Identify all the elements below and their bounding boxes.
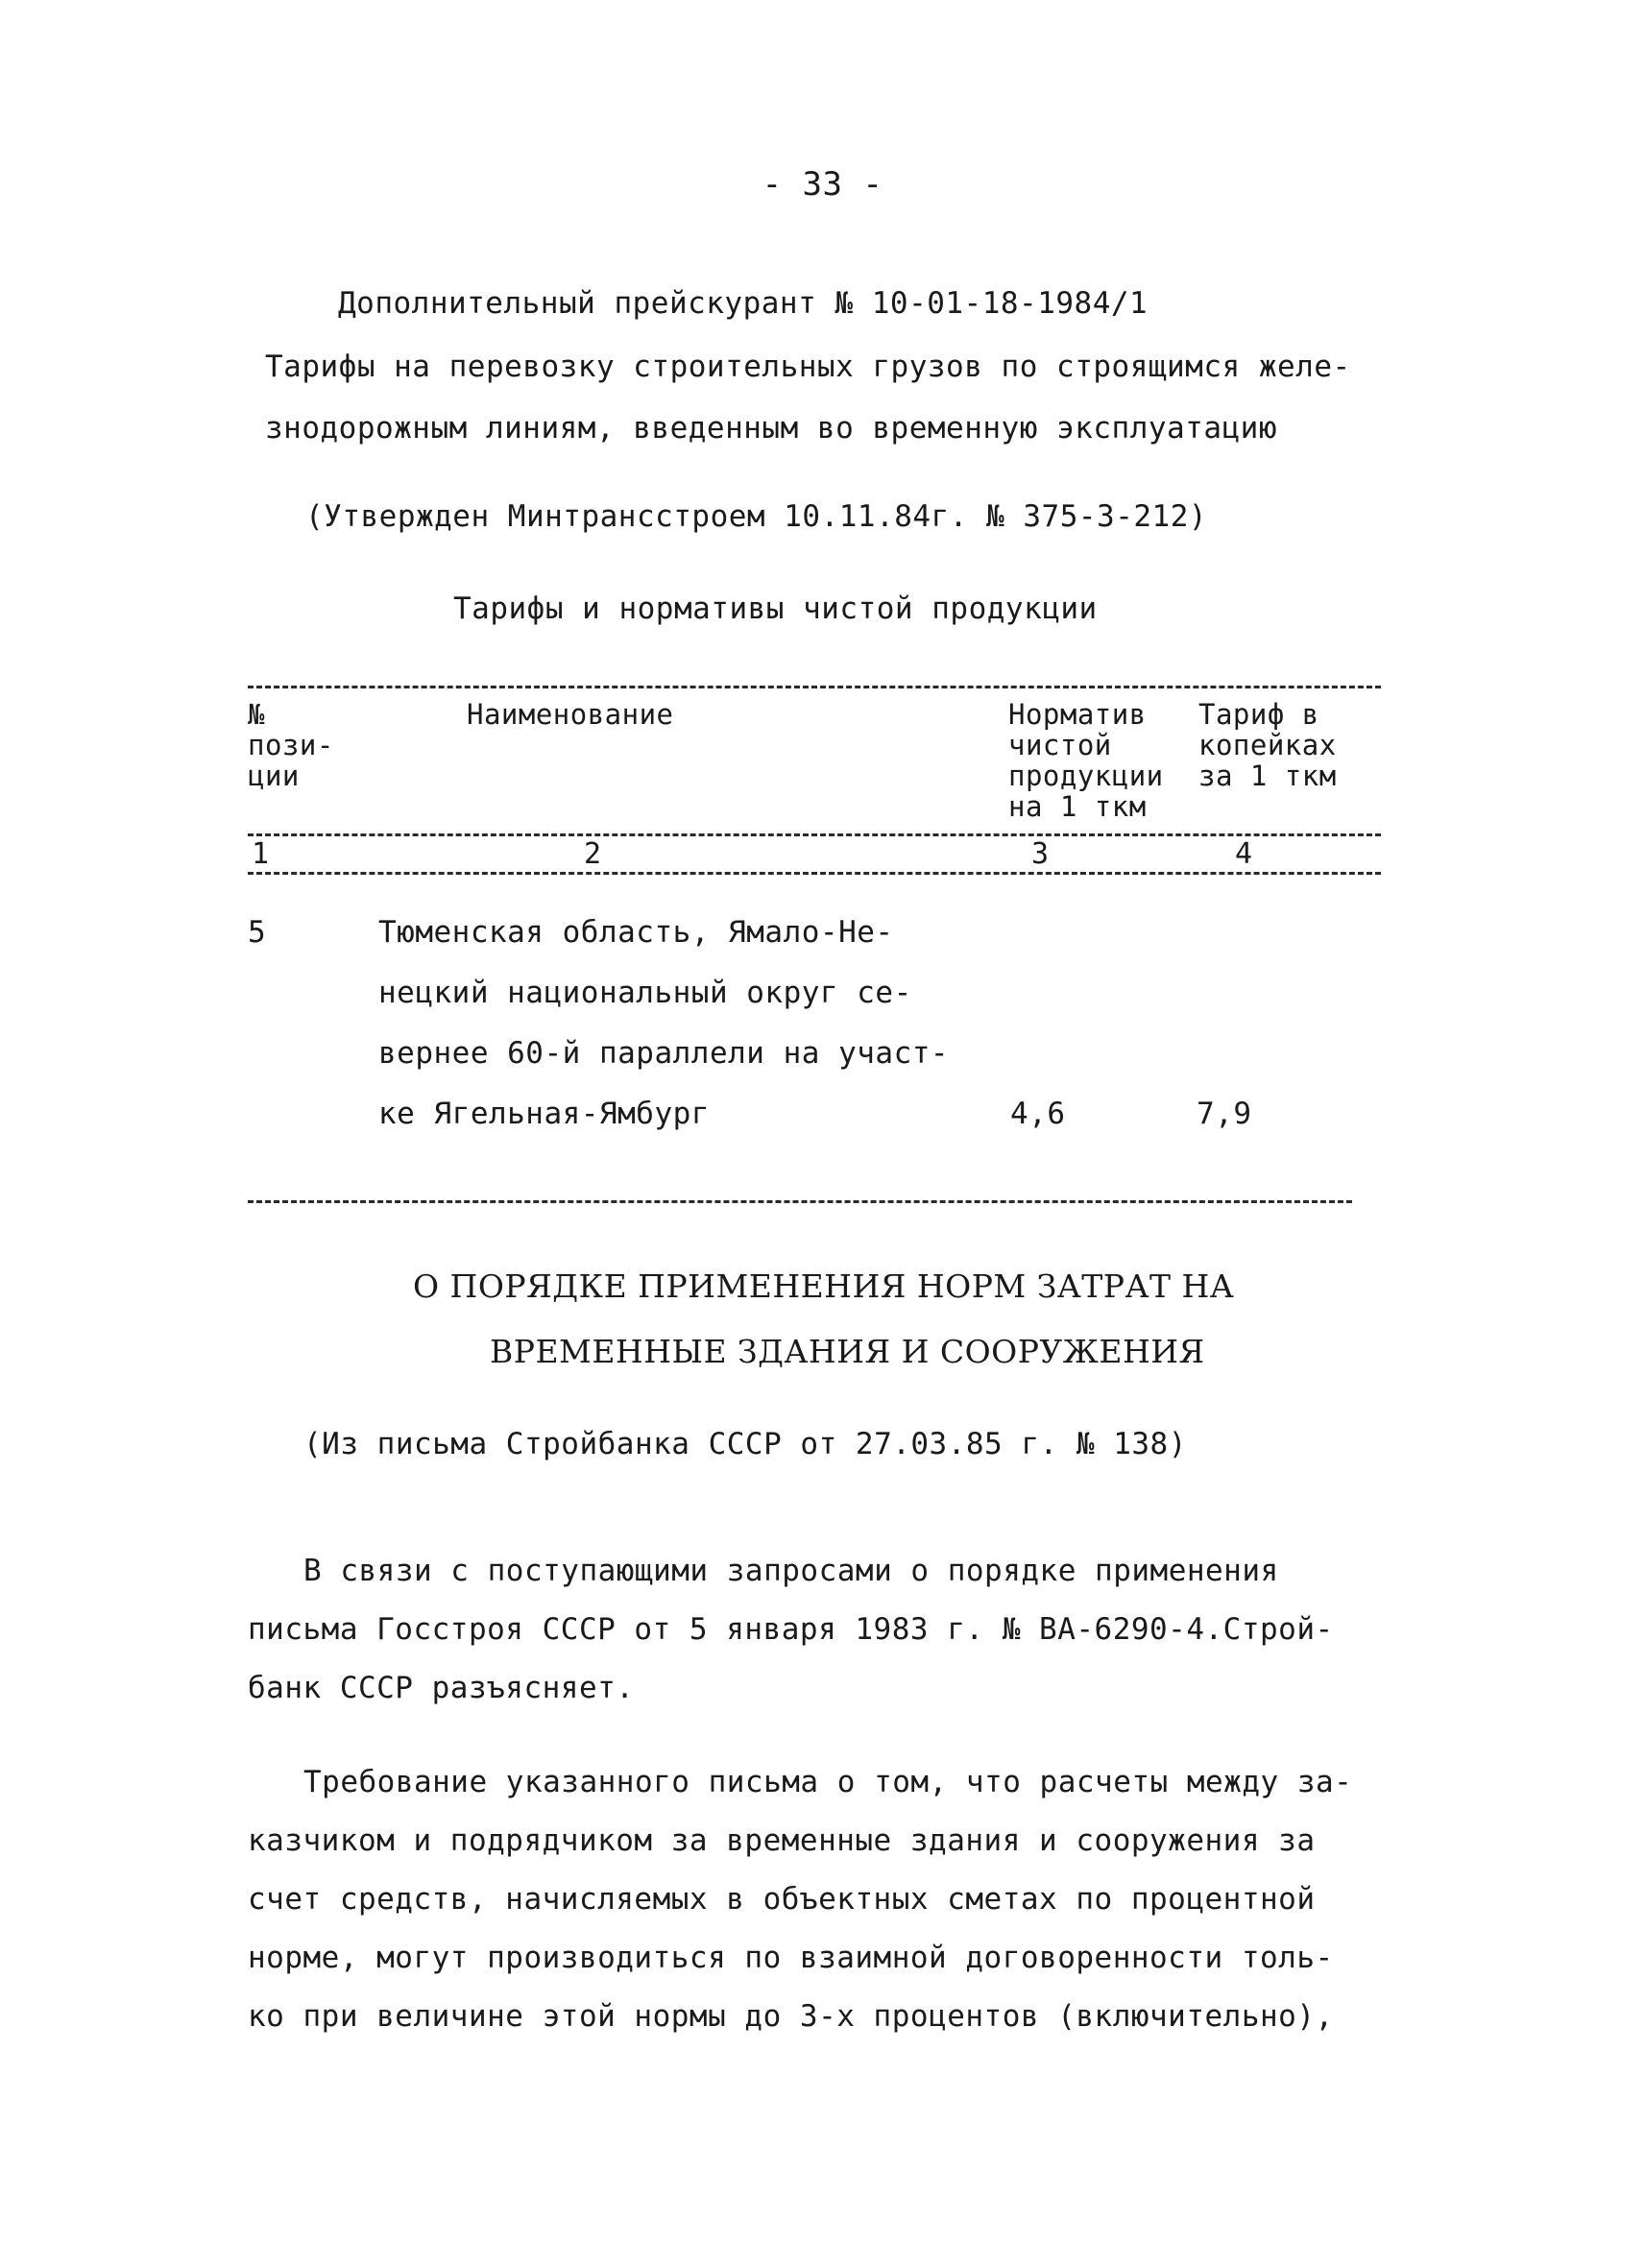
column-number-4: 4	[1235, 837, 1253, 871]
header-position: № пози- ции	[248, 698, 334, 792]
column-number-1: 1	[252, 837, 270, 871]
page-number: - 33 -	[762, 165, 883, 204]
row-name-line: Тюменская область, Ямало-Не-	[378, 915, 894, 950]
paragraph-line: В связи с поступающими запросами о порядке применения	[303, 1554, 1279, 1588]
section-source: (Из письма Стройбанка СССР от 27.03.85 г. № 138)	[303, 1427, 1187, 1461]
section-heading-line-1: О ПОРЯДКЕ ПРИМЕНЕНИЯ НОРМ ЗАТРАТ НА	[413, 1267, 1235, 1305]
paragraph-line: письма Госстроя СССР от 5 января 1983 г. № ВА-6290-4.Строй-	[248, 1612, 1334, 1647]
price-list-subtitle-line-1: Тарифы на перевозку строительных грузов по строящимся желе-	[265, 350, 1351, 384]
column-number-3: 3	[1031, 837, 1050, 871]
row-tariff-value: 7,9	[1197, 1097, 1252, 1131]
row-name-line: ке Ягельная-Ямбург	[378, 1097, 710, 1131]
paragraph-line: Требование указанного письма о том, что расчеты между за-	[303, 1765, 1353, 1799]
row-norm-value: 4,6	[1010, 1097, 1066, 1131]
section-heading-line-2: ВРЕМЕННЫЕ ЗДАНИЯ И СООРУЖЕНИЯ	[490, 1333, 1205, 1370]
column-number-top-rule	[248, 833, 1381, 836]
table-top-rule	[248, 686, 1381, 688]
price-list-title: Дополнительный прейскурант № 10-01-18-1984/1	[338, 286, 1149, 321]
paragraph-line: казчиком и подрядчиком за временные здания и сооружения за	[248, 1823, 1316, 1858]
table-title: Тарифы и нормативы чистой продукции	[453, 591, 1098, 626]
header-tariff: Тариф в копейках за 1 ткм	[1198, 698, 1337, 792]
header-name: Наименование	[467, 698, 674, 731]
price-list-subtitle-line-2: знодорожным линиям, введенным во временную эксплуатацию	[265, 411, 1277, 446]
header-norm: Норматив чистой продукции на 1 ткм	[1008, 698, 1164, 823]
column-number-2: 2	[584, 837, 602, 871]
row-name-line: вернее 60-й параллели на участ-	[378, 1036, 950, 1071]
paragraph-line: ко при величине этой нормы до 3-х процентов (включительно),	[248, 1999, 1334, 2034]
paragraph-line: банк СССР разъясняет.	[248, 1671, 635, 1705]
paragraph-line: норме, могут производиться по взаимной договоренности толь-	[248, 1941, 1334, 1975]
row-name-line: нецкий национальный округ се-	[378, 976, 912, 1010]
approval-note: (Утвержден Минтрансстроем 10.11.84г. № 375-3-212)	[305, 499, 1208, 534]
table-bottom-rule	[248, 1200, 1352, 1203]
paragraph-line: счет средств, начисляемых в объектных сметах по процентной	[248, 1882, 1316, 1917]
column-number-bottom-rule	[248, 872, 1381, 875]
row-position: 5	[248, 915, 267, 950]
